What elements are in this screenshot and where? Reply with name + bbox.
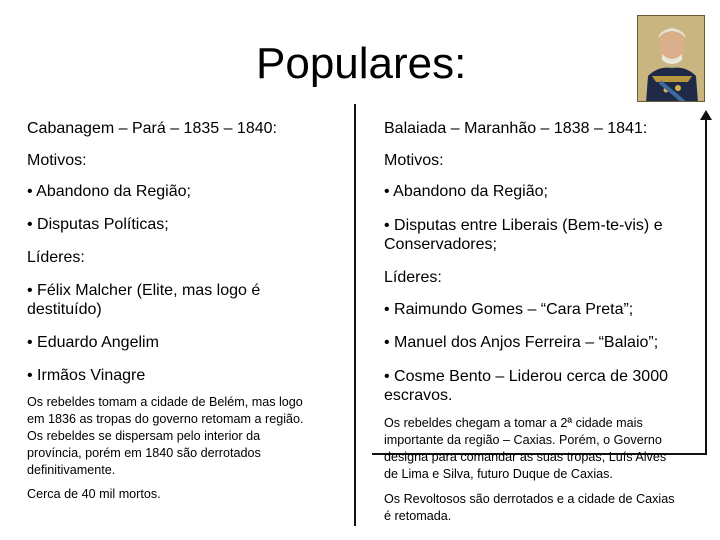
left-heading: Cabanagem – Pará – 1835 – 1840: <box>27 120 277 137</box>
left-summary-line: Os rebeldes tomam a cidade de Belém, mas logo <box>27 395 303 409</box>
portrait-image <box>637 15 705 102</box>
left-summary-line: Os rebeldes se dispersam pelo interior da <box>27 429 261 443</box>
left-motivo-item: • Abandono da Região; <box>27 183 191 200</box>
right-motivos-label: Motivos: <box>384 152 444 169</box>
right-motivo-item-cont: Conservadores; <box>384 236 497 253</box>
left-lider-item-cont: destituído) <box>27 301 102 318</box>
left-summary-line: província, porém em 1840 são derrotados <box>27 446 261 460</box>
column-divider <box>354 104 356 526</box>
right-motivo-item: • Disputas entre Liberais (Bem-te-vis) e <box>384 217 663 234</box>
right-heading: Balaiada – Maranhão – 1838 – 1841: <box>384 120 648 137</box>
left-motivo-item: • Disputas Políticas; <box>27 216 169 233</box>
right-summary-line: Os rebeldes chegam a tomar a 2ª cidade mais <box>384 416 643 430</box>
left-lider-item: • Félix Malcher (Elite, mas logo é <box>27 282 261 299</box>
left-lider-item: • Irmãos Vinagre <box>27 367 146 384</box>
left-summary-line: definitivamente. <box>27 463 116 477</box>
right-motivo-item: • Abandono da Região; <box>384 183 548 200</box>
right-lider-item: • Manuel dos Anjos Ferreira – “Balaio”; <box>384 334 659 351</box>
right-final-line: é retomada. <box>384 509 452 523</box>
left-motivos-label: Motivos: <box>27 152 87 169</box>
right-summary-line: importante da região – Caxias. Porém, o Governo <box>384 433 662 447</box>
left-lideres-label: Líderes: <box>27 249 85 266</box>
right-lideres-label: Líderes: <box>384 269 442 286</box>
left-lider-item: • Eduardo Angelim <box>27 334 159 351</box>
portrait-icon <box>638 16 705 102</box>
right-lider-item: • Cosme Bento – Liderou cerca de 3000 <box>384 368 668 385</box>
right-summary-line: de Lima e Silva, futuro Duque de Caxias. <box>384 467 613 481</box>
arrow-line-vertical <box>705 118 707 454</box>
left-mortos: Cerca de 40 mil mortos. <box>27 487 161 501</box>
right-lider-item-cont: escravos. <box>384 387 453 404</box>
right-final-line: Os Revoltosos são derrotados e a cidade de Caxias <box>384 492 675 506</box>
slide-title: Populares: <box>256 39 467 88</box>
right-lider-item: • Raimundo Gomes – “Cara Preta”; <box>384 301 634 318</box>
left-summary-line: em 1836 as tropas do governo retomam a região. <box>27 412 304 426</box>
right-summary-line: designa para comandar as suas tropas, Luís Alves <box>384 450 667 464</box>
